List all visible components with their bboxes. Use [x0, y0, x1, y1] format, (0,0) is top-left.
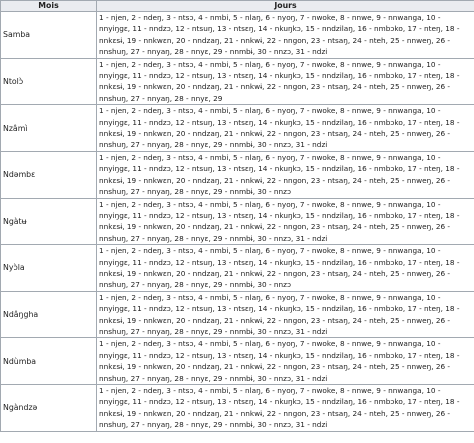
month-name: Ndâŋgha	[1, 291, 97, 338]
days-list: 1 - njen, 2 - ndeŋ, 3 - ntsɔ, 4 - nmbi, 5 - nlaŋ, 6 - nyoŋ, 7 - nwoke, 8 - nnwe, 9 - nnwanga, 10 - nnyiŋgɛ, 11 - nndzɔ, 12 - ntsuŋ, 13 - ntsɛŋ, 14 - nkuŋkɔ, 15 - nndzilaŋ, 16 - nmbɔko, 17 - nteŋ, 18 - nnkɛsɨ, 19 - nnkwɛn, 20 - nndzaŋ, 21 - nnkwɨ, 22 - nngon, 23 - ntsaŋ, 24 - nteh, 25 - nnweŋ, 26 - nnshuŋ, 27 - nnyaŋ, 28 - nnyɛ, 29	[97, 58, 474, 105]
table-row	[1, 105, 474, 152]
days-list: 1 - njen, 2 - ndeŋ, 3 - ntsɔ, 4 - nmbi, 5 - nlaŋ, 6 - nyoŋ, 7 - nwoke, 8 - nnwe, 9 - nnwanga, 10 - nnyiŋgɛ, 11 - nndzɔ, 12 - ntsuŋ, 13 - ntsɛŋ, 14 - nkuŋkɔ, 15 - nndzilaŋ, 16 - nmbɔko, 17 - nteŋ, 18 - nnkɛsɨ, 19 - nnkwɛn, 20 - nndzaŋ, 21 - nnkwɨ, 22 - nngon, 23 - ntsaŋ, 24 - nteh, 25 - nnweŋ, 26 - nnshuŋ, 27 - nnyaŋ, 28 - nnyɛ, 29 - nnmbɨ, 30 - nnzɔ, 31 - ndzi	[97, 291, 474, 338]
month-name: Ngàtʉ	[1, 198, 97, 245]
days-list: 1 - njen, 2 - ndeŋ, 3 - ntsɔ, 4 - nmbi, 5 - nlaŋ, 6 - nyoŋ, 7 - nwoke, 8 - nnwe, 9 - nnwanga, 10 - nnyiŋgɛ, 11 - nndzɔ, 12 - ntsuŋ, 13 - ntsɛŋ, 14 - nkuŋkɔ, 15 - nndzilaŋ, 16 - nmbɔko, 17 - nteŋ, 18 - nnkɛsɨ, 19 - nnkwɛn, 20 - nndzaŋ, 21 - nnkwɨ, 22 - nngon, 23 - ntsaŋ, 24 - nteh, 25 - nnweŋ, 26 - nnshuŋ, 27 - nnyaŋ, 28 - nnyɛ, 29 - nnmbɨ, 30 - nnzɔ, 31 - ndzi	[97, 385, 474, 432]
days-list: 1 - njen, 2 - ndeŋ, 3 - ntsɔ, 4 - nmbi, 5 - nlaŋ, 6 - nyoŋ, 7 - nwoke, 8 - nnwe, 9 - nnwanga, 10 - nnyiŋgɛ, 11 - nndzɔ, 12 - ntsuŋ, 13 - ntsɛŋ, 14 - nkuŋkɔ, 15 - nndzilaŋ, 16 - nmbɔko, 17 - nteŋ, 18 - nnkɛsɨ, 19 - nnkwɛn, 20 - nndzaŋ, 21 - nnkwɨ, 22 - nngon, 23 - ntsaŋ, 24 - nteh, 25 - nnweŋ, 26 - nnshuŋ, 27 - nnyaŋ, 28 - nnyɛ, 29 - nnmbɨ, 30 - nnzɔ, 31 - ndzi	[97, 198, 474, 245]
month-name: Ndəmbɛ	[1, 151, 97, 198]
days-list: 1 - njen, 2 - ndeŋ, 3 - ntsɔ, 4 - nmbi, 5 - nlaŋ, 6 - nyoŋ, 7 - nwoke, 8 - nnwe, 9 - nnwanga, 10 - nnyiŋgɛ, 11 - nndzɔ, 12 - ntsuŋ, 13 - ntsɛŋ, 14 - nkuŋkɔ, 15 - nndzilaŋ, 16 - nmbɔko, 17 - nteŋ, 18 - nnkɛsɨ, 19 - nnkwɛn, 20 - nndzaŋ, 21 - nnkwɨ, 22 - nngon, 23 - ntsaŋ, 24 - nteh, 25 - nnweŋ, 26 - nnshuŋ, 27 - nnyaŋ, 28 - nnyɛ, 29 - nnmbɨ, 30 - nnzɔ	[97, 151, 474, 198]
column-header-mois: Mois	[1, 1, 97, 12]
month-name: Nzâmì	[1, 105, 97, 152]
table-row	[1, 245, 474, 292]
table-row	[1, 385, 474, 432]
table-row	[1, 198, 474, 245]
month-name: Ndùmba	[1, 338, 97, 385]
column-header-jours: Jours	[97, 1, 474, 12]
month-name: Ngàndzə	[1, 385, 97, 432]
month-name: Ntolɔ̀	[1, 58, 97, 105]
month-name: Nyɔ̀la	[1, 245, 97, 292]
days-list: 1 - njen, 2 - ndeŋ, 3 - ntsɔ, 4 - nmbi, 5 - nlaŋ, 6 - nyoŋ, 7 - nwoke, 8 - nnwe, 9 - nnwanga, 10 - nnyiŋgɛ, 11 - nndzɔ, 12 - ntsuŋ, 13 - ntsɛŋ, 14 - nkuŋkɔ, 15 - nndzilaŋ, 16 - nmbɔko, 17 - nteŋ, 18 - nnkɛsɨ, 19 - nnkwɛn, 20 - nndzaŋ, 21 - nnkwɨ, 22 - nngon, 23 - ntsaŋ, 24 - nteh, 25 - nnweŋ, 26 - nnshuŋ, 27 - nnyaŋ, 28 - nnyɛ, 29 - nnmbɨ, 30 - nnzɔ	[97, 245, 474, 292]
table-row	[1, 58, 474, 105]
days-list: 1 - njen, 2 - ndeŋ, 3 - ntsɔ, 4 - nmbi, 5 - nlaŋ, 6 - nyoŋ, 7 - nwoke, 8 - nnwe, 9 - nnwanga, 10 - nnyiŋgɛ, 11 - nndzɔ, 12 - ntsuŋ, 13 - ntsɛŋ, 14 - nkuŋkɔ, 15 - nndzilaŋ, 16 - nmbɔko, 17 - nteŋ, 18 - nnkɛsɨ, 19 - nnkwɛn, 20 - nndzaŋ, 21 - nnkwɨ, 22 - nngon, 23 - ntsaŋ, 24 - nteh, 25 - nnweŋ, 26 - nnshuŋ, 27 - nnyaŋ, 28 - nnyɛ, 29 - nnmbɨ, 30 - nnzɔ, 31 - ndzi	[97, 338, 474, 385]
table-row	[1, 291, 474, 338]
table-row	[1, 151, 474, 198]
days-list: 1 - njen, 2 - ndeŋ, 3 - ntsɔ, 4 - nmbi, 5 - nlaŋ, 6 - nyoŋ, 7 - nwoke, 8 - nnwe, 9 - nnwanga, 10 - nnyiŋgɛ, 11 - nndzɔ, 12 - ntsuŋ, 13 - ntsɛŋ, 14 - nkuŋkɔ, 15 - nndzilaŋ, 16 - nmbɔko, 17 - nteŋ, 18 - nnkɛsɨ, 19 - nnkwɛn, 20 - nndzaŋ, 21 - nnkwɨ, 22 - nngon, 23 - ntsaŋ, 24 - nteh, 25 - nnweŋ, 26 - nnshuŋ, 27 - nnyaŋ, 28 - nnyɛ, 29 - nnmbɨ, 30 - nnzɔ, 31 - ndzi	[97, 105, 474, 152]
table-header-row	[1, 1, 474, 12]
days-list: 1 - njen, 2 - ndeŋ, 3 - ntsɔ, 4 - nmbi, 5 - nlaŋ, 6 - nyoŋ, 7 - nwoke, 8 - nnwe, 9 - nnwanga, 10 - nnyiŋgɛ, 11 - nndzɔ, 12 - ntsuŋ, 13 - ntsɛŋ, 14 - nkuŋkɔ, 15 - nndzilaŋ, 16 - nmbɔko, 17 - nteŋ, 18 - nnkɛsɨ, 19 - nnkwɛn, 20 - nndzaŋ, 21 - nnkwɨ, 22 - nngon, 23 - ntsaŋ, 24 - nteh, 25 - nnweŋ, 26 - nnshuŋ, 27 - nnyaŋ, 28 - nnyɛ, 29 - nnmbɨ, 30 - nnzɔ, 31 - ndzi	[97, 12, 474, 59]
month-name: Samba	[1, 12, 97, 59]
table-row	[1, 338, 474, 385]
table-row	[1, 12, 474, 59]
